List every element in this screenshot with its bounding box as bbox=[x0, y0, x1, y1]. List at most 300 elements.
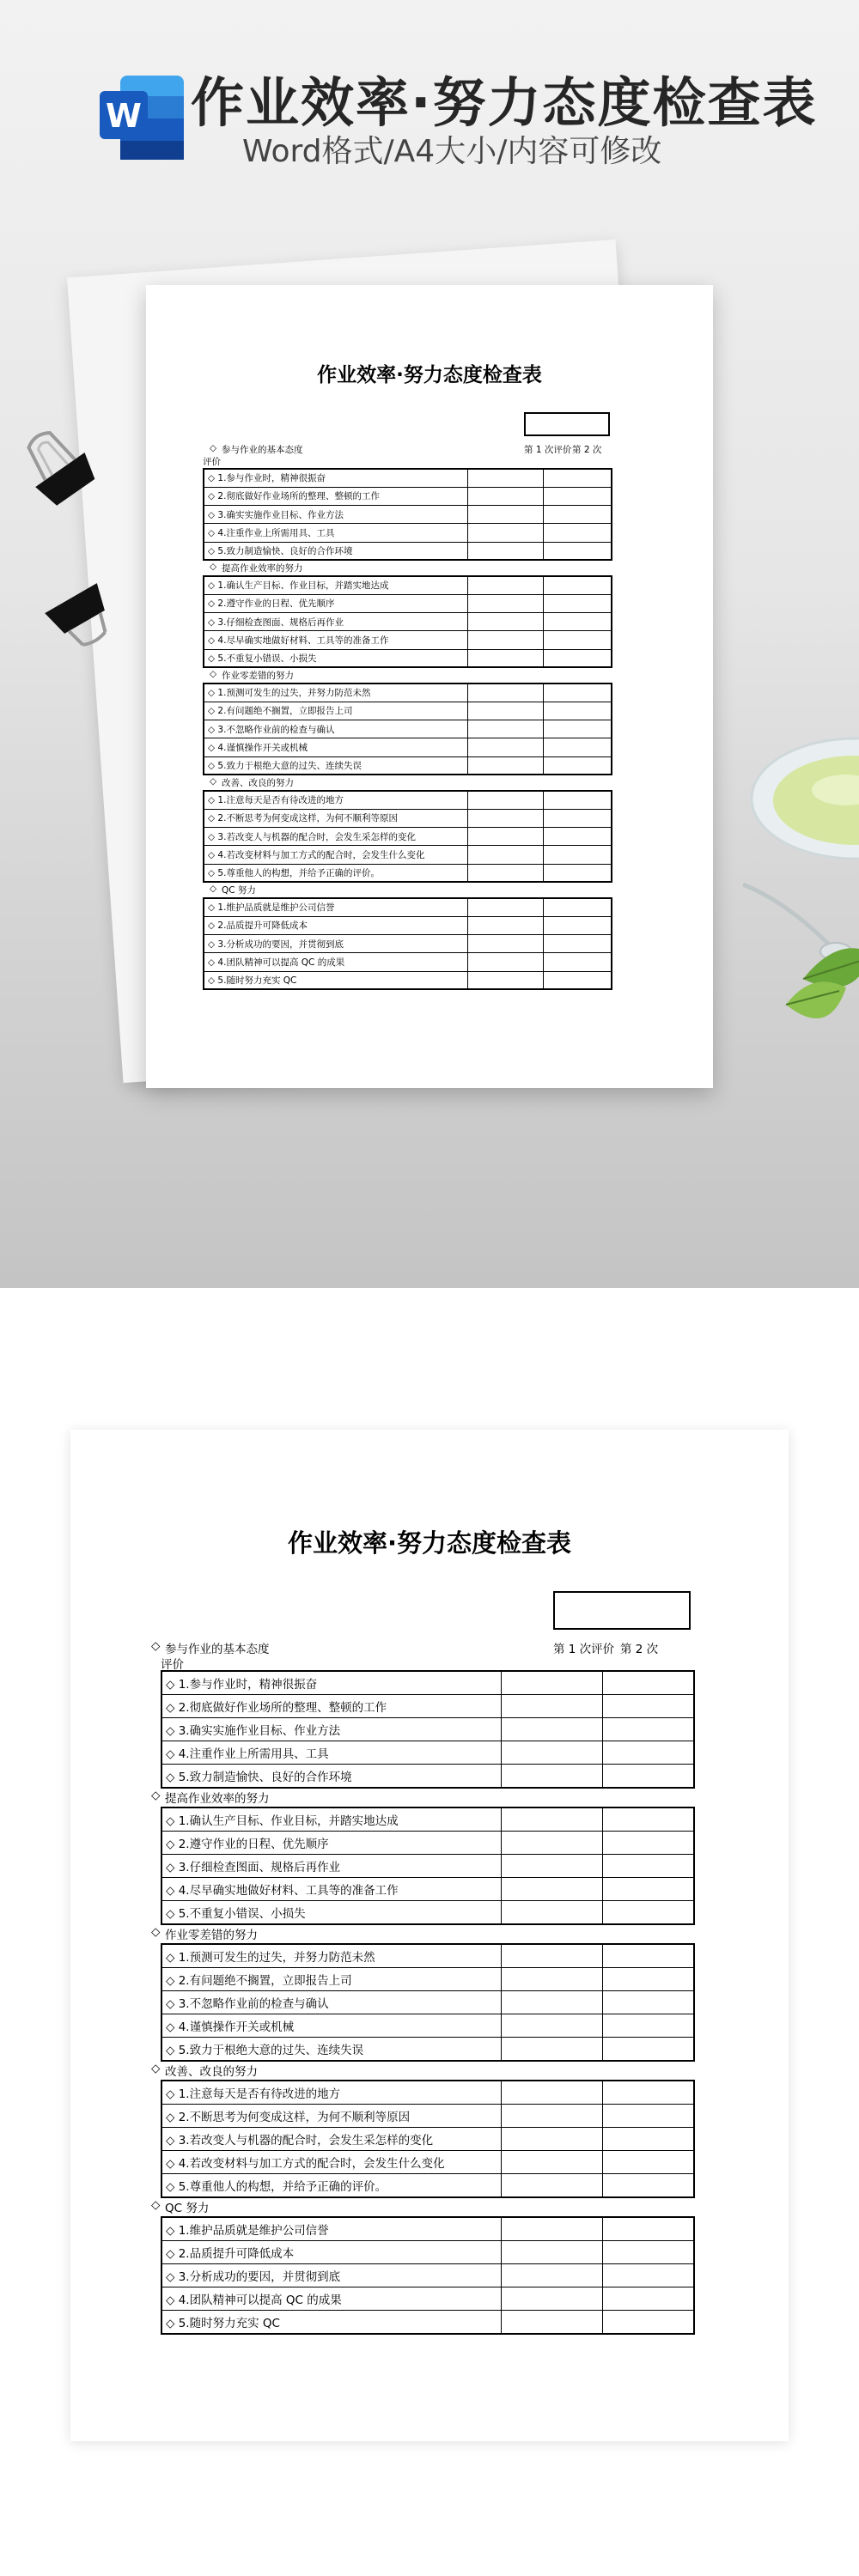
table-row bbox=[161, 2104, 694, 2127]
checklist-item-text: 2.彻底做好作业场所的整理、整顿的工作 bbox=[217, 491, 380, 502]
checklist-item-text: 2.有问题绝不搁置，立即报告上司 bbox=[178, 1973, 352, 1988]
checklist-item-text: 1.确认生产目标、作业目标，并踏实地达成 bbox=[217, 580, 389, 592]
second-evaluation-cell[interactable] bbox=[602, 1671, 694, 1694]
table-row bbox=[204, 791, 612, 809]
document-page bbox=[70, 1430, 789, 2441]
bullet-icon: ◇ bbox=[208, 920, 218, 932]
binder-clip-icon bbox=[26, 555, 120, 649]
first-evaluation-cell[interactable] bbox=[467, 613, 543, 631]
second-evaluation-cell[interactable] bbox=[543, 524, 612, 542]
second-evaluation-cell[interactable] bbox=[602, 1878, 694, 1901]
second-evaluation-cell[interactable] bbox=[543, 683, 612, 702]
second-evaluation-cell[interactable] bbox=[602, 2311, 694, 2334]
checklist-item-text: 2.有问题绝不搁置，立即报告上司 bbox=[217, 706, 353, 717]
checklist-item-text: 1.确认生产目标、作业目标，并踏实地达成 bbox=[178, 1814, 399, 1828]
first-evaluation-cell[interactable] bbox=[467, 702, 543, 720]
checklist-item bbox=[204, 594, 467, 612]
first-evaluation-cell[interactable] bbox=[501, 2217, 602, 2240]
document-preview-sheet bbox=[146, 285, 713, 1088]
bullet-icon: ◇ bbox=[208, 813, 218, 824]
second-evaluation-cell[interactable] bbox=[602, 1831, 694, 1854]
table-row bbox=[204, 935, 612, 953]
second-evaluation-cell[interactable] bbox=[543, 631, 612, 649]
first-evaluation-cell[interactable] bbox=[467, 809, 543, 827]
checklist-item-text: 2.遵守作业的日程、优先顺序 bbox=[217, 598, 335, 610]
second-evaluation-cell[interactable] bbox=[602, 2038, 694, 2061]
second-evaluation-cell[interactable] bbox=[543, 756, 612, 775]
checklist-item-text: 1.预测可发生的过失，并努力防范未然 bbox=[217, 688, 371, 699]
bullet-icon: ◇ bbox=[166, 2246, 179, 2261]
bullet-icon: ◇ bbox=[208, 580, 218, 592]
bullet-icon: ◇ bbox=[166, 2223, 179, 2238]
second-evaluation-cell[interactable] bbox=[602, 2287, 694, 2311]
bullet-icon: ◇ bbox=[166, 2110, 179, 2124]
second-evaluation-cell[interactable] bbox=[602, 1854, 694, 1877]
checklist-item-text: 5.随时努力充实 QC bbox=[217, 975, 297, 987]
second-evaluation-cell[interactable] bbox=[543, 809, 612, 827]
section-heading: 改善、改良的努力 bbox=[165, 2065, 258, 2079]
checklist-item-text: 3.确实实施作业目标、作业方法 bbox=[217, 509, 344, 520]
section-heading: 作业零差错的努力 bbox=[222, 671, 294, 681]
section-heading: 作业零差错的努力 bbox=[165, 1929, 258, 1942]
section-heading: QC 努力 bbox=[165, 2202, 210, 2215]
checklist-item bbox=[161, 1741, 501, 1765]
checklist-item bbox=[204, 809, 467, 827]
bullet-icon: ◇ bbox=[166, 1814, 179, 1828]
bullet-icon: ◇ bbox=[208, 635, 218, 647]
second-evaluation-cell[interactable] bbox=[602, 1807, 694, 1831]
first-evaluation-cell[interactable] bbox=[501, 2240, 602, 2263]
checklist-item-text: 1.注意每天是否有待改进的地方 bbox=[178, 2087, 341, 2101]
second-evaluation-cell[interactable] bbox=[602, 2151, 694, 2174]
binder-clip-icon bbox=[10, 419, 105, 513]
checklist-item-text: 1.预测可发生的过失，并努力防范未然 bbox=[178, 1950, 375, 1965]
first-evaluation-cell[interactable] bbox=[467, 953, 543, 971]
bullet-icon: ◇ bbox=[166, 1907, 179, 1922]
first-evaluation-cell[interactable] bbox=[467, 898, 543, 916]
table-row bbox=[204, 898, 612, 916]
first-evaluation-cell[interactable] bbox=[501, 1878, 602, 1901]
checklist-item-text: 4.团队精神可以提高 QC 的成果 bbox=[178, 2293, 342, 2308]
second-evaluation-cell[interactable] bbox=[602, 1967, 694, 1990]
table-row bbox=[204, 469, 612, 487]
signature-box[interactable] bbox=[524, 412, 610, 436]
first-evaluation-cell[interactable] bbox=[467, 738, 543, 756]
checklist-table bbox=[203, 790, 612, 883]
svg-text:W: W bbox=[106, 97, 142, 135]
bullet-icon: ◇ bbox=[208, 743, 218, 754]
checklist-item bbox=[161, 1944, 501, 1967]
bullet-icon: ◇ bbox=[166, 1973, 179, 1988]
first-evaluation-cell[interactable] bbox=[501, 2127, 602, 2150]
bullet-icon: ◇ bbox=[166, 1884, 179, 1899]
checklist-table bbox=[161, 1943, 695, 2062]
evaluation-label: 评价 bbox=[203, 457, 221, 467]
table-row bbox=[204, 524, 612, 542]
checklist-item bbox=[161, 1671, 501, 1694]
second-evaluation-cell[interactable] bbox=[543, 791, 612, 809]
document-title: 作业效率·努力态度检查表 bbox=[287, 1528, 572, 1558]
checklist-item-text: 1.注意每天是否有待改进的地方 bbox=[217, 795, 344, 806]
checklist-item bbox=[161, 1807, 501, 1831]
table-row bbox=[204, 594, 612, 612]
section-heading: 参与作业的基本态度 bbox=[222, 445, 303, 455]
bullet-icon: ◇ bbox=[210, 443, 217, 453]
checklist-item bbox=[204, 971, 467, 989]
bullet-icon: ◇ bbox=[208, 491, 218, 502]
checklist-item-text: 4.尽早确实地做好材料、工具等的准备工作 bbox=[178, 1884, 399, 1899]
checklist-item bbox=[161, 2151, 501, 2174]
checklist-item bbox=[204, 953, 467, 971]
checklist-item bbox=[161, 2127, 501, 2150]
table-row bbox=[204, 864, 612, 882]
checklist-item-text: 4.注重作业上所需用具、工具 bbox=[178, 1747, 329, 1762]
checklist-item bbox=[204, 487, 467, 505]
checklist-item bbox=[204, 524, 467, 542]
checklist-item bbox=[204, 506, 467, 524]
table-row bbox=[204, 846, 612, 864]
checklist-item bbox=[204, 613, 467, 631]
first-evaluation-cell[interactable] bbox=[467, 631, 543, 649]
first-evaluation-cell[interactable] bbox=[501, 1854, 602, 1877]
table-row bbox=[204, 738, 612, 756]
word-icon bbox=[94, 70, 189, 165]
bullet-icon: ◇ bbox=[166, 2020, 179, 2035]
first-evaluation-cell[interactable] bbox=[501, 1741, 602, 1765]
first-evaluation-cell[interactable] bbox=[501, 1901, 602, 1924]
checklist-item bbox=[204, 828, 467, 846]
first-evaluation-cell[interactable] bbox=[501, 1671, 602, 1694]
checklist-item bbox=[204, 683, 467, 702]
document-title: 作业效率·努力态度检查表 bbox=[317, 364, 542, 386]
table-row bbox=[161, 1671, 694, 1694]
checklist-item bbox=[161, 1878, 501, 1901]
first-evaluation-cell[interactable] bbox=[501, 1944, 602, 1967]
bullet-icon: ◇ bbox=[208, 902, 218, 914]
first-evaluation-cell[interactable] bbox=[501, 2311, 602, 2334]
table-row bbox=[161, 1854, 694, 1877]
second-evaluation-cell[interactable] bbox=[543, 613, 612, 631]
second-evaluation-cell[interactable] bbox=[602, 2217, 694, 2240]
checklist-item bbox=[161, 2217, 501, 2240]
checklist-item bbox=[161, 1901, 501, 1924]
checklist-item-text: 4.团队精神可以提高 QC 的成果 bbox=[217, 957, 345, 969]
checklist-item-text: 3.若改变人与机器的配合时，会发生采怎样的变化 bbox=[178, 2133, 434, 2148]
checklist-item-text: 4.若改变材料与加工方式的配合时，会发生什么变化 bbox=[217, 850, 425, 861]
second-evaluation-cell[interactable] bbox=[602, 2127, 694, 2150]
checklist-item-text: 4.若改变材料与加工方式的配合时，会发生什么变化 bbox=[178, 2157, 445, 2172]
checklist-item bbox=[161, 1694, 501, 1717]
first-evaluation-cell[interactable] bbox=[467, 683, 543, 702]
table-row bbox=[204, 649, 612, 667]
second-evaluation-cell[interactable] bbox=[543, 506, 612, 524]
table-row bbox=[204, 631, 612, 649]
first-evaluation-cell[interactable] bbox=[501, 2038, 602, 2061]
second-evaluation-cell[interactable] bbox=[602, 2014, 694, 2038]
checklist-item bbox=[204, 469, 467, 487]
second-evaluation-cell[interactable] bbox=[543, 846, 612, 864]
bullet-icon: ◇ bbox=[208, 617, 218, 628]
table-row bbox=[204, 953, 612, 971]
first-evaluation-cell[interactable] bbox=[501, 1717, 602, 1741]
evaluation-label: 评价 bbox=[161, 1658, 184, 1672]
second-evaluation-cell[interactable] bbox=[543, 649, 612, 667]
table-row bbox=[204, 971, 612, 989]
checklist-table bbox=[161, 2080, 695, 2198]
checklist-item-text: 4.谨慎操作开关或机械 bbox=[178, 2020, 295, 2035]
document-full bbox=[70, 1430, 789, 2441]
bullet-icon: ◇ bbox=[151, 2198, 161, 2212]
checklist-item-text: 2.遵守作业的日程、优先顺序 bbox=[178, 1837, 329, 1851]
table-row bbox=[161, 1741, 694, 1765]
tea-cup-decoration-icon bbox=[734, 730, 859, 1056]
second-evaluation-cell[interactable] bbox=[543, 738, 612, 756]
first-evaluation-cell[interactable] bbox=[467, 791, 543, 809]
table-row bbox=[161, 2287, 694, 2311]
bullet-icon: ◇ bbox=[208, 724, 218, 735]
checklist-item-text: 2.品质提升可降低成本 bbox=[217, 920, 308, 932]
first-evaluation-cell[interactable] bbox=[467, 524, 543, 542]
table-row bbox=[161, 2151, 694, 2174]
first-evaluation-cell[interactable] bbox=[501, 1967, 602, 1990]
checklist-item-text: 3.仔细检查图面、规格后再作业 bbox=[178, 1860, 341, 1874]
first-evaluation-cell[interactable] bbox=[467, 469, 543, 487]
checklist-table bbox=[161, 1807, 695, 1925]
bullet-icon: ◇ bbox=[210, 669, 217, 679]
bullet-icon: ◇ bbox=[208, 868, 218, 879]
checklist-item bbox=[204, 916, 467, 934]
first-evaluation-cell[interactable] bbox=[501, 2151, 602, 2174]
checklist-item bbox=[204, 898, 467, 916]
first-evaluation-cell[interactable] bbox=[501, 2104, 602, 2127]
first-evaluation-cell[interactable] bbox=[501, 1694, 602, 1717]
first-evaluation-cell[interactable] bbox=[467, 828, 543, 846]
bullet-icon: ◇ bbox=[166, 2157, 179, 2172]
checklist-item bbox=[161, 2104, 501, 2127]
bullet-icon: ◇ bbox=[151, 2062, 161, 2075]
first-evaluation-cell[interactable] bbox=[467, 846, 543, 864]
checklist-item-text: 2.不断思考为何变成这样，为何不顺利等原因 bbox=[217, 813, 398, 824]
bullet-icon: ◇ bbox=[166, 2180, 179, 2195]
first-evaluation-cell[interactable] bbox=[467, 720, 543, 738]
checklist-item bbox=[204, 720, 467, 738]
first-evaluation-cell[interactable] bbox=[467, 935, 543, 953]
checklist-item bbox=[161, 2174, 501, 2197]
banner-title: 作业效率·努力态度检查表 bbox=[191, 71, 818, 134]
column-header-first-evaluation: 第 1 次评价 bbox=[524, 445, 572, 455]
second-evaluation-cell[interactable] bbox=[602, 2174, 694, 2197]
bullet-icon: ◇ bbox=[166, 1996, 179, 2011]
second-evaluation-cell[interactable] bbox=[602, 1765, 694, 1788]
bullet-icon: ◇ bbox=[166, 1723, 179, 1738]
first-evaluation-cell[interactable] bbox=[467, 971, 543, 989]
table-row bbox=[161, 2263, 694, 2287]
checklist-item-text: 1.参与作业时，精神很振奋 bbox=[178, 1677, 318, 1692]
table-row bbox=[161, 1717, 694, 1741]
table-row bbox=[161, 2240, 694, 2263]
table-row bbox=[204, 506, 612, 524]
second-evaluation-cell[interactable] bbox=[543, 594, 612, 612]
first-evaluation-cell[interactable] bbox=[467, 864, 543, 882]
bullet-icon: ◇ bbox=[208, 850, 218, 861]
second-evaluation-cell[interactable] bbox=[602, 2104, 694, 2127]
checklist-item-text: 3.仔细检查图面、规格后再作业 bbox=[217, 617, 344, 628]
first-evaluation-cell[interactable] bbox=[501, 2287, 602, 2311]
bullet-icon: ◇ bbox=[208, 939, 218, 950]
checklist-table bbox=[203, 897, 612, 990]
table-row bbox=[161, 1765, 694, 1788]
bullet-icon: ◇ bbox=[166, 1837, 179, 1851]
second-evaluation-cell[interactable] bbox=[602, 1944, 694, 1967]
first-evaluation-cell[interactable] bbox=[501, 2174, 602, 2197]
second-evaluation-cell[interactable] bbox=[543, 720, 612, 738]
bullet-icon: ◇ bbox=[166, 2133, 179, 2148]
bullet-icon: ◇ bbox=[151, 1639, 161, 1653]
bullet-icon: ◇ bbox=[151, 1789, 161, 1802]
table-row bbox=[161, 2174, 694, 2197]
second-evaluation-cell[interactable] bbox=[543, 487, 612, 505]
bullet-icon: ◇ bbox=[166, 2317, 179, 2331]
second-evaluation-cell[interactable] bbox=[543, 864, 612, 882]
first-evaluation-cell[interactable] bbox=[467, 649, 543, 667]
table-row bbox=[161, 1944, 694, 1967]
checklist-item-text: 5.尊重他人的构想，并给予正确的评价。 bbox=[178, 2180, 387, 2195]
bullet-icon: ◇ bbox=[210, 884, 217, 894]
checklist-item bbox=[204, 631, 467, 649]
table-row bbox=[204, 487, 612, 505]
checklist-item bbox=[161, 1967, 501, 1990]
checklist-item bbox=[161, 2263, 501, 2287]
bullet-icon: ◇ bbox=[208, 706, 218, 717]
second-evaluation-cell[interactable] bbox=[602, 1717, 694, 1741]
section-heading: 改善、改良的努力 bbox=[222, 778, 294, 788]
first-evaluation-cell[interactable] bbox=[467, 506, 543, 524]
checklist-item-text: 1.参与作业时，精神很振奋 bbox=[217, 473, 326, 484]
signature-box[interactable] bbox=[553, 1591, 691, 1630]
first-evaluation-cell[interactable] bbox=[501, 1831, 602, 1854]
banner-subtitle: Word格式/A4大小/内容可修改 bbox=[242, 134, 662, 169]
table-row bbox=[161, 2038, 694, 2061]
checklist-item-text: 2.不断思考为何变成这样，为何不顺利等原因 bbox=[178, 2110, 411, 2124]
table-row bbox=[161, 1990, 694, 2014]
checklist-item-text: 3.分析成功的要因，并贯彻到底 bbox=[217, 939, 344, 950]
checklist-table bbox=[203, 575, 612, 668]
checklist-item-text: 4.尽早确实地做好材料、工具等的准备工作 bbox=[217, 635, 389, 647]
checklist-item-text: 3.不忽略作业前的检查与确认 bbox=[217, 724, 335, 735]
table-row bbox=[161, 2081, 694, 2104]
second-evaluation-cell[interactable] bbox=[543, 702, 612, 720]
section-heading: 参与作业的基本态度 bbox=[165, 1643, 270, 1656]
checklist-item bbox=[161, 2311, 501, 2334]
second-evaluation-cell[interactable] bbox=[543, 971, 612, 989]
checklist-item-text: 4.注重作业上所需用具、工具 bbox=[217, 528, 335, 539]
second-evaluation-cell[interactable] bbox=[543, 916, 612, 934]
checklist-item bbox=[204, 738, 467, 756]
second-evaluation-cell[interactable] bbox=[602, 2263, 694, 2287]
checklist-item bbox=[204, 649, 467, 667]
first-evaluation-cell[interactable] bbox=[467, 756, 543, 775]
second-evaluation-cell[interactable] bbox=[543, 898, 612, 916]
first-evaluation-cell[interactable] bbox=[501, 2081, 602, 2104]
bullet-icon: ◇ bbox=[166, 1747, 179, 1762]
checklist-item bbox=[204, 542, 467, 560]
bullet-icon: ◇ bbox=[208, 598, 218, 610]
bullet-icon: ◇ bbox=[166, 1950, 179, 1965]
bullet-icon: ◇ bbox=[208, 509, 218, 520]
bullet-icon: ◇ bbox=[166, 1677, 179, 1692]
table-row bbox=[204, 756, 612, 775]
checklist-item-text: 5.不重复小错误、小损失 bbox=[178, 1907, 306, 1922]
second-evaluation-cell[interactable] bbox=[543, 469, 612, 487]
second-evaluation-cell[interactable] bbox=[602, 2081, 694, 2104]
first-evaluation-cell[interactable] bbox=[501, 2014, 602, 2038]
bullet-icon: ◇ bbox=[210, 776, 217, 787]
checklist-table bbox=[161, 1670, 695, 1789]
checklist-item-text: 3.不忽略作业前的检查与确认 bbox=[178, 1996, 329, 2011]
second-evaluation-cell[interactable] bbox=[602, 1694, 694, 1717]
checklist-item bbox=[161, 2014, 501, 2038]
checklist-item bbox=[204, 791, 467, 809]
second-evaluation-cell[interactable] bbox=[543, 828, 612, 846]
checklist-item-text: 5.致力制造愉快、良好的合作环境 bbox=[217, 546, 353, 557]
table-row bbox=[204, 828, 612, 846]
checklist-item-text: 4.谨慎操作开关或机械 bbox=[217, 743, 308, 754]
first-evaluation-cell[interactable] bbox=[501, 1990, 602, 2014]
bullet-icon: ◇ bbox=[210, 562, 217, 572]
second-evaluation-cell[interactable] bbox=[602, 1901, 694, 1924]
first-evaluation-cell[interactable] bbox=[467, 576, 543, 594]
first-evaluation-cell[interactable] bbox=[467, 594, 543, 612]
bullet-icon: ◇ bbox=[208, 473, 218, 484]
checklist-table bbox=[161, 2216, 695, 2335]
document-preview bbox=[146, 285, 713, 1088]
first-evaluation-cell[interactable] bbox=[467, 916, 543, 934]
table-row bbox=[204, 720, 612, 738]
first-evaluation-cell[interactable] bbox=[467, 542, 543, 560]
second-evaluation-cell[interactable] bbox=[602, 1741, 694, 1765]
column-header-first-evaluation: 第 1 次评价 bbox=[553, 1643, 615, 1656]
table-row bbox=[161, 1807, 694, 1831]
table-row bbox=[161, 2127, 694, 2150]
bullet-icon: ◇ bbox=[166, 2269, 179, 2284]
bullet-icon: ◇ bbox=[166, 2044, 179, 2058]
second-evaluation-cell[interactable] bbox=[543, 576, 612, 594]
section-heading: 提高作业效率的努力 bbox=[222, 563, 303, 574]
table-row bbox=[204, 576, 612, 594]
bullet-icon: ◇ bbox=[208, 761, 218, 772]
bullet-icon: ◇ bbox=[208, 688, 218, 699]
bullet-icon: ◇ bbox=[166, 1860, 179, 1874]
first-evaluation-cell[interactable] bbox=[501, 2263, 602, 2287]
bullet-icon: ◇ bbox=[151, 1925, 161, 1939]
checklist-item bbox=[161, 2038, 501, 2061]
second-evaluation-cell[interactable] bbox=[543, 935, 612, 953]
checklist-item-text: 5.致力于根绝大意的过失、连续失误 bbox=[217, 761, 362, 772]
table-row bbox=[204, 809, 612, 827]
second-evaluation-cell[interactable] bbox=[602, 2240, 694, 2263]
first-evaluation-cell[interactable] bbox=[501, 1765, 602, 1788]
bullet-icon: ◇ bbox=[208, 975, 218, 987]
second-evaluation-cell[interactable] bbox=[543, 542, 612, 560]
checklist-item bbox=[161, 1765, 501, 1788]
first-evaluation-cell[interactable] bbox=[501, 1807, 602, 1831]
bullet-icon: ◇ bbox=[208, 831, 218, 842]
first-evaluation-cell[interactable] bbox=[467, 487, 543, 505]
second-evaluation-cell[interactable] bbox=[602, 1990, 694, 2014]
bullet-icon: ◇ bbox=[208, 546, 218, 557]
checklist-item bbox=[161, 1717, 501, 1741]
second-evaluation-cell[interactable] bbox=[543, 953, 612, 971]
